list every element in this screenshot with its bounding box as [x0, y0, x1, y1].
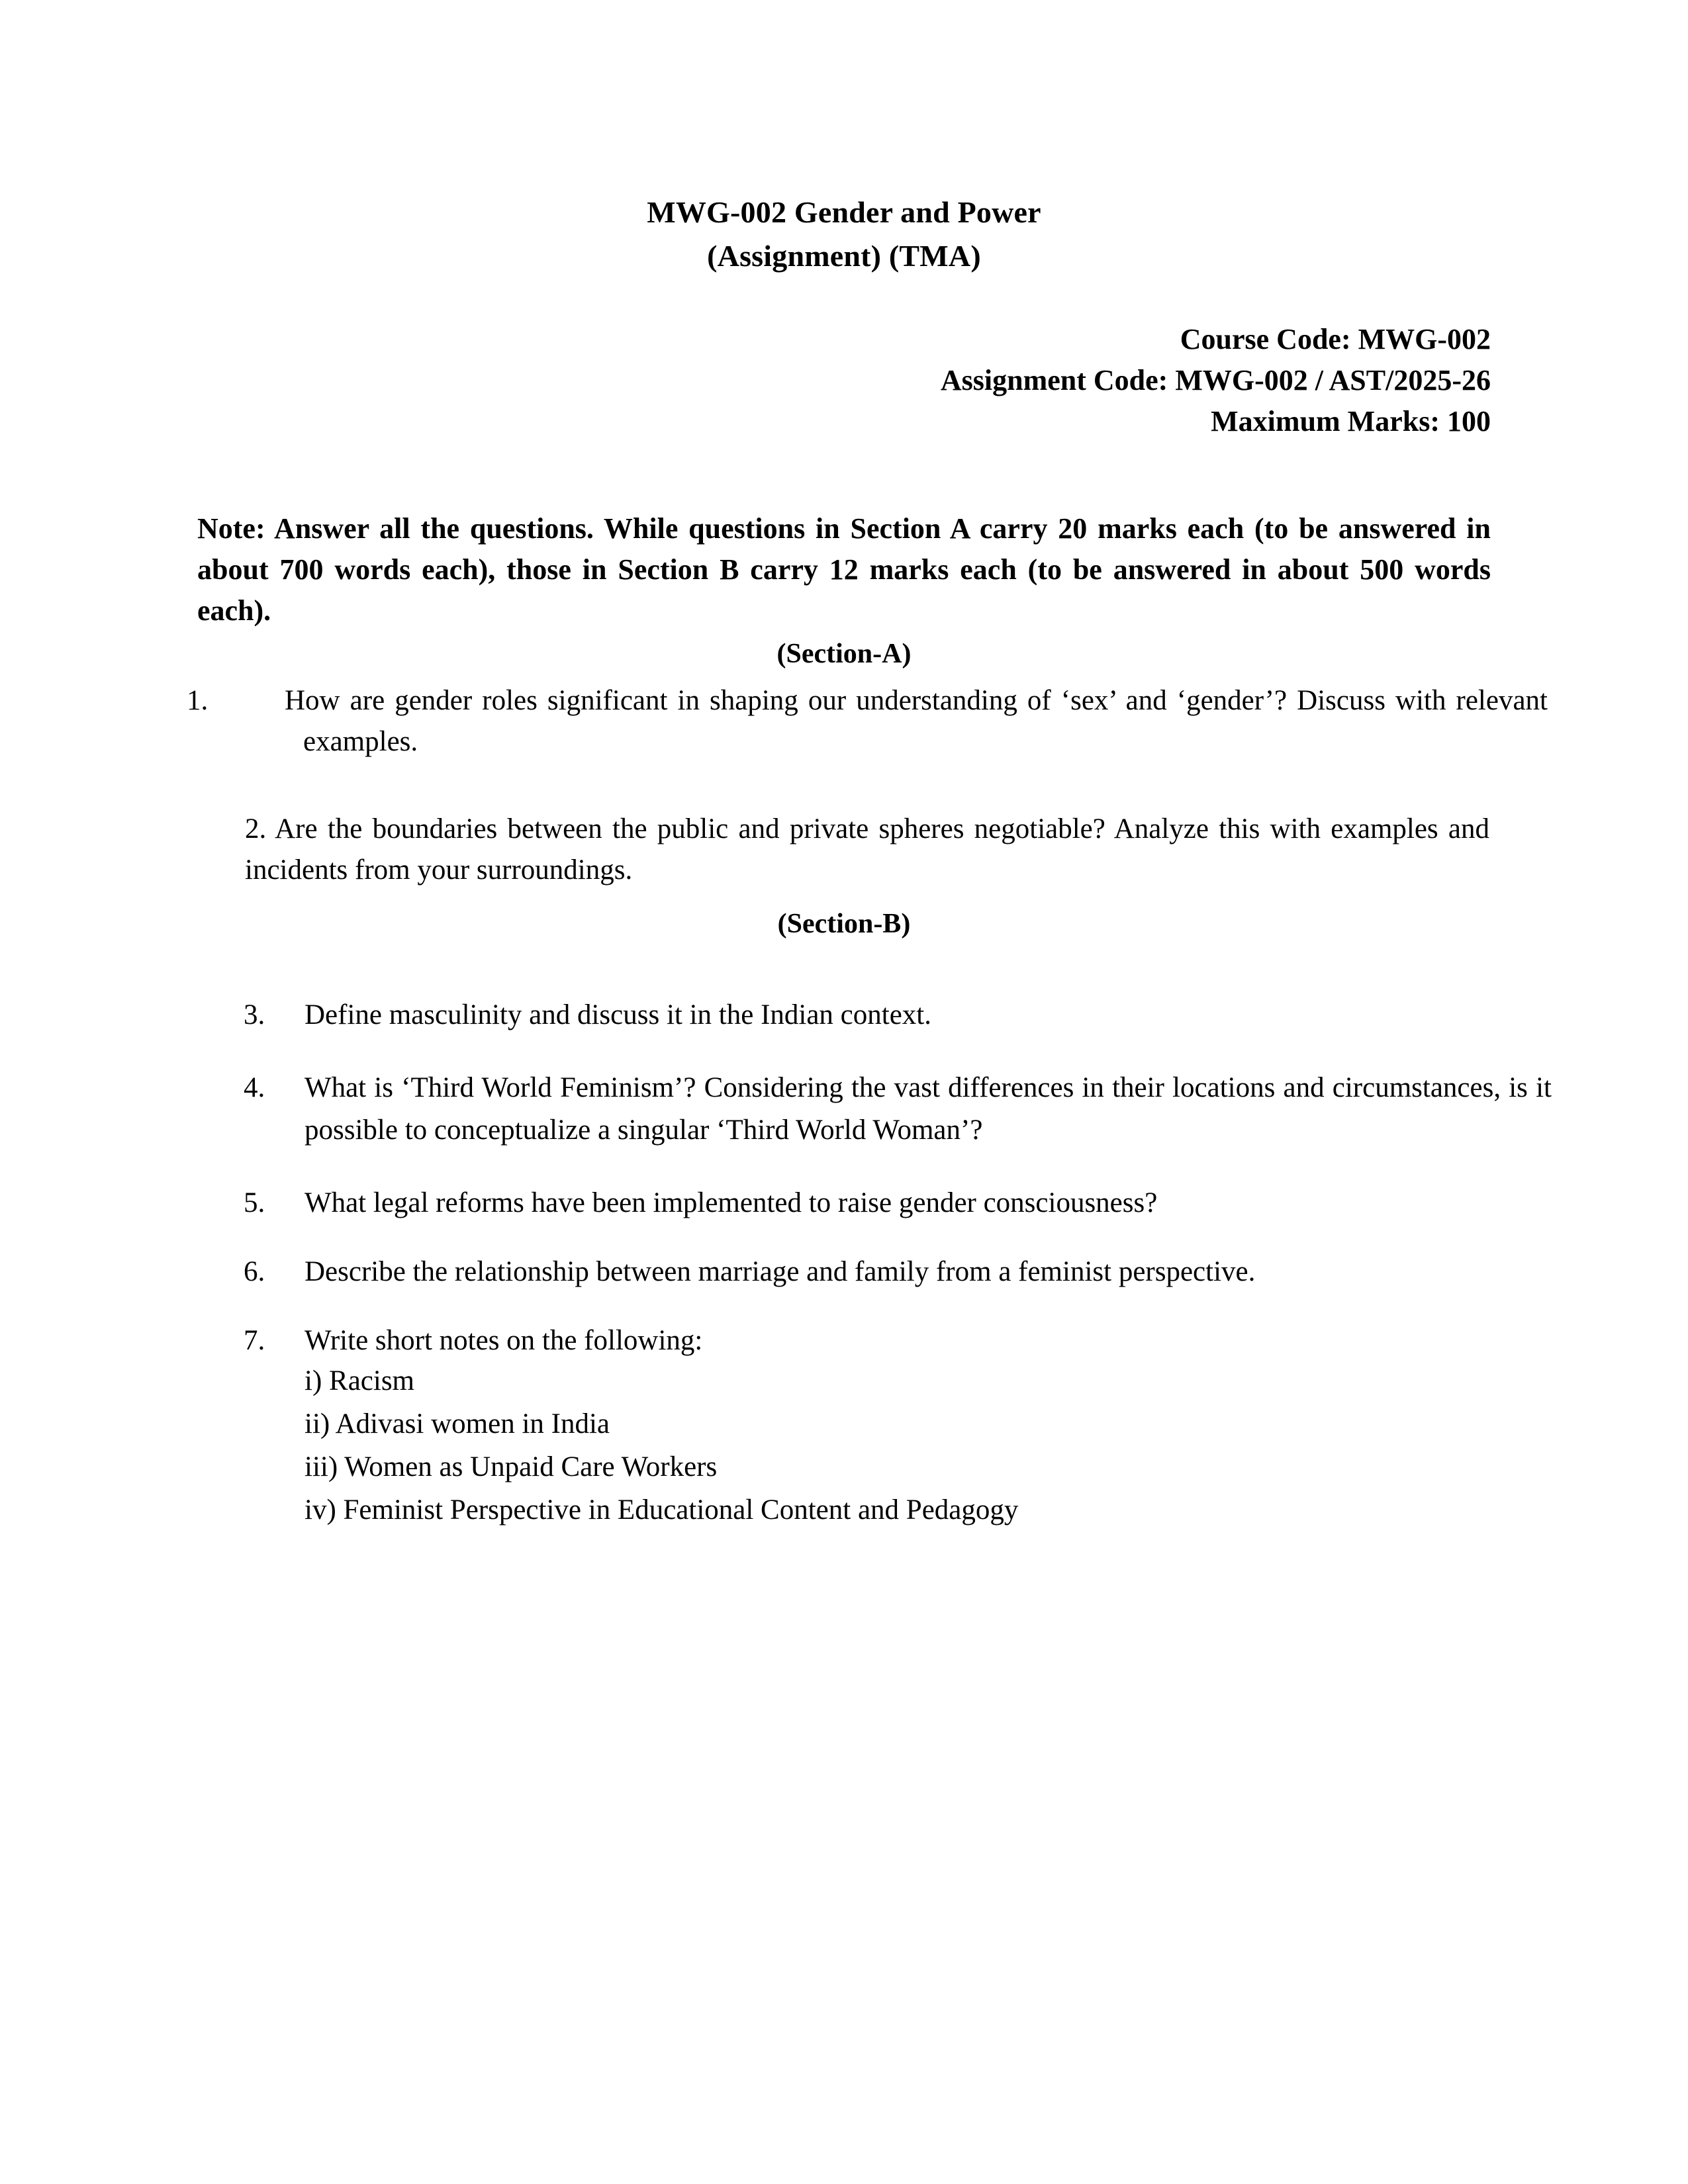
question-number-1: 1.	[187, 685, 209, 716]
question-item-2: 2. Are the boundaries between the public and private spheres negotiable? Analyze this with examples and incidents from your surroundings.	[245, 813, 1489, 886]
question-text-5: What legal reforms have been implemented to raise gender consciousness?	[305, 1187, 1158, 1218]
assignment-code: Assignment Code: MWG-002 / AST/2025-26	[940, 364, 1491, 396]
question-text-4: What is ‘Third World Feminism’? Considering the vast differences in their locations and circumstances, is it possible to conceptualize a singular ‘Third World Woman’?	[305, 1072, 1552, 1146]
course-code-block	[197, 319, 1491, 442]
question-text-7: Write short notes on the following:	[305, 1325, 703, 1356]
short-notes-list	[305, 1359, 1430, 1531]
instructions-note: Note: Answer all the questions. While questions in Section A carry 20 marks each (to be answered in about 700 words each), those in Section B carry 12 marks each (to be answered in about 500 words each).	[197, 512, 1491, 627]
question-number-6: 6.	[244, 1256, 265, 1287]
page-title: MWG-002 Gender and Power	[647, 195, 1041, 229]
question-text-6: Describe the relationship between marriage and family from a feminist perspective.	[305, 1256, 1256, 1287]
document-title-block	[197, 191, 1491, 278]
maximum-marks: Maximum Marks: 100	[1211, 405, 1491, 437]
short-note-item: iii) Women as Unpaid Care Workers	[305, 1451, 718, 1482]
question-item-4	[244, 1067, 1552, 1152]
page-subtitle: (Assignment) (TMA)	[707, 239, 981, 273]
question-number-7: 7.	[244, 1325, 265, 1356]
question-number-3: 3.	[244, 999, 265, 1030]
question-item-5	[244, 1182, 1552, 1224]
question-number-4: 4.	[244, 1072, 265, 1103]
section-b-heading: (Section-B)	[777, 909, 911, 939]
question-text-1: How are gender roles significant in shaping our understanding of ‘sex’ and ‘gender’? Discuss with relevant examples.	[285, 685, 1548, 757]
question-item-7	[244, 1320, 1552, 1362]
course-code: Course Code: MWG-002	[1180, 323, 1491, 355]
question-text-3: Define masculinity and discuss it in the Indian context.	[305, 999, 931, 1030]
short-note-item: ii) Adivasi women in India	[305, 1408, 610, 1439]
question-item-3	[244, 994, 1552, 1036]
section-a-heading: (Section-A)	[776, 639, 912, 669]
short-note-item: iv) Feminist Perspective in Educational Content and Pedagogy	[305, 1494, 1019, 1525]
short-note-item: i) Racism	[305, 1365, 414, 1396]
question-number-5: 5.	[244, 1187, 265, 1218]
question-item-1	[187, 680, 1548, 762]
question-item-6	[244, 1251, 1552, 1293]
